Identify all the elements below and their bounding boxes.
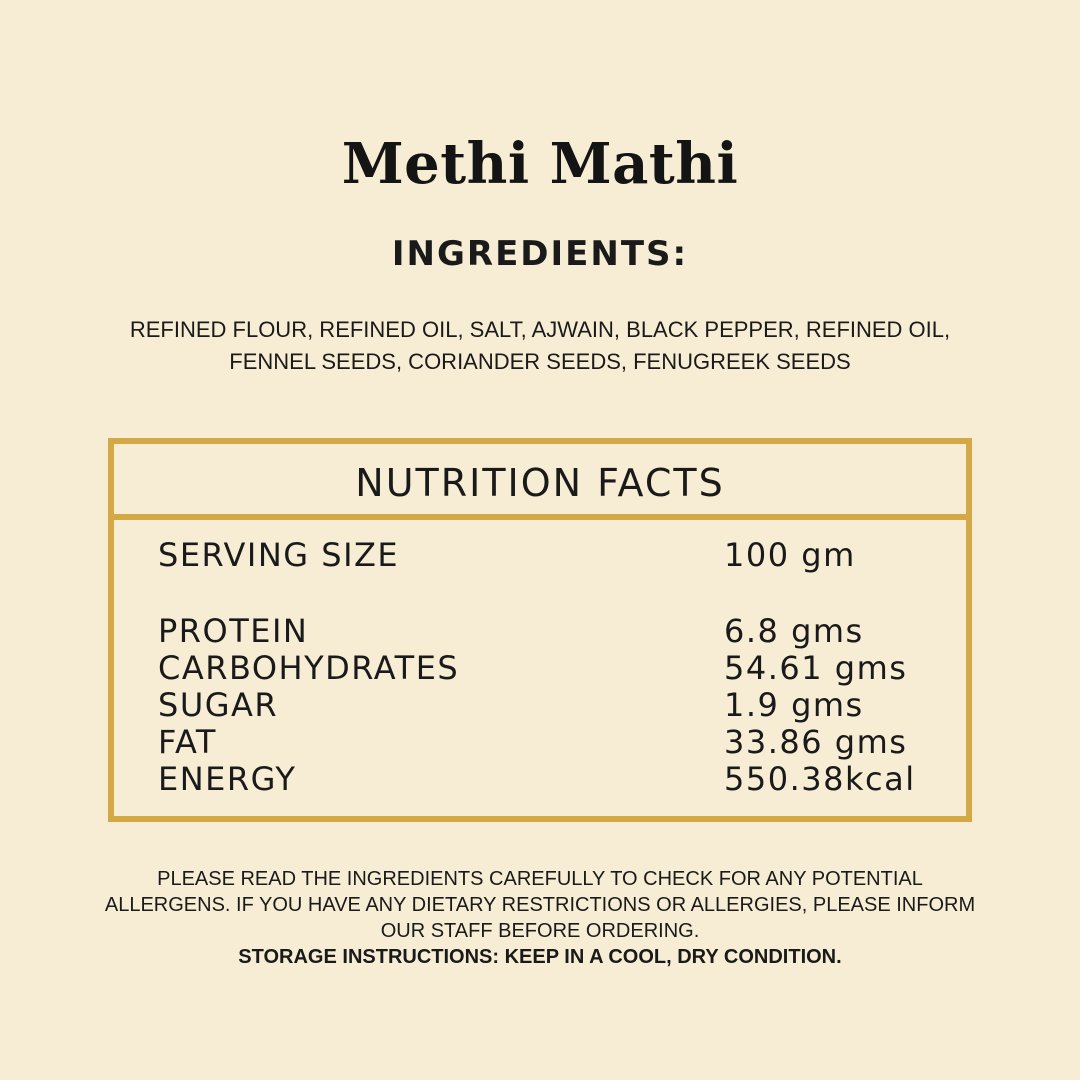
ingredients-heading: INGREDIENTS: bbox=[391, 234, 689, 274]
nutrient-label: CARBOHYDRATES bbox=[158, 649, 460, 687]
nutrition-facts-heading: NUTRITION FACTS bbox=[114, 444, 966, 520]
ingredients-line: FENNEL SEEDS, CORIANDER SEEDS, FENUGREEK SEEDS bbox=[229, 349, 851, 374]
nutrient-row-protein bbox=[158, 612, 948, 650]
ingredients-line: REFINED FLOUR, REFINED OIL, SALT, AJWAIN, BLACK PEPPER, REFINED OIL, bbox=[129, 317, 951, 342]
ingredients-list bbox=[90, 314, 990, 378]
nutrient-value: 550.38kcal bbox=[724, 760, 916, 798]
nutrient-value: 33.86 gms bbox=[724, 723, 908, 761]
serving-size-value: 100 gm bbox=[724, 536, 856, 574]
serving-size-row bbox=[158, 536, 948, 574]
allergen-notice bbox=[90, 866, 990, 970]
nutrient-value: 1.9 gms bbox=[724, 686, 864, 724]
storage-instructions: STORAGE INSTRUCTIONS: KEEP IN A COOL, DRY CONDITION. bbox=[238, 946, 842, 968]
nutrient-row-fat bbox=[158, 723, 948, 761]
product-title: Methi Mathi bbox=[341, 131, 739, 197]
serving-size-label: SERVING SIZE bbox=[158, 536, 400, 574]
nutrient-row-sugar bbox=[158, 686, 948, 724]
notice-line: OUR STAFF BEFORE ORDERING. bbox=[380, 920, 700, 942]
nutrient-label: ENERGY bbox=[158, 760, 297, 798]
nutrient-label: SUGAR bbox=[158, 686, 279, 724]
nutrient-row-carbohydrates bbox=[158, 649, 948, 687]
nutrient-value: 6.8 gms bbox=[724, 612, 864, 650]
nutrient-label: PROTEIN bbox=[158, 612, 309, 650]
notice-line: ALLERGENS. IF YOU HAVE ANY DIETARY RESTRICTIONS OR ALLERGIES, PLEASE INFORM bbox=[104, 894, 976, 916]
nutrition-facts-panel bbox=[108, 438, 972, 822]
notice-line: PLEASE READ THE INGREDIENTS CAREFULLY TO CHECK FOR ANY POTENTIAL bbox=[157, 868, 923, 890]
nutrient-label: FAT bbox=[158, 723, 217, 761]
nutrient-row-energy bbox=[158, 760, 948, 798]
nutrient-value: 54.61 gms bbox=[724, 649, 908, 687]
